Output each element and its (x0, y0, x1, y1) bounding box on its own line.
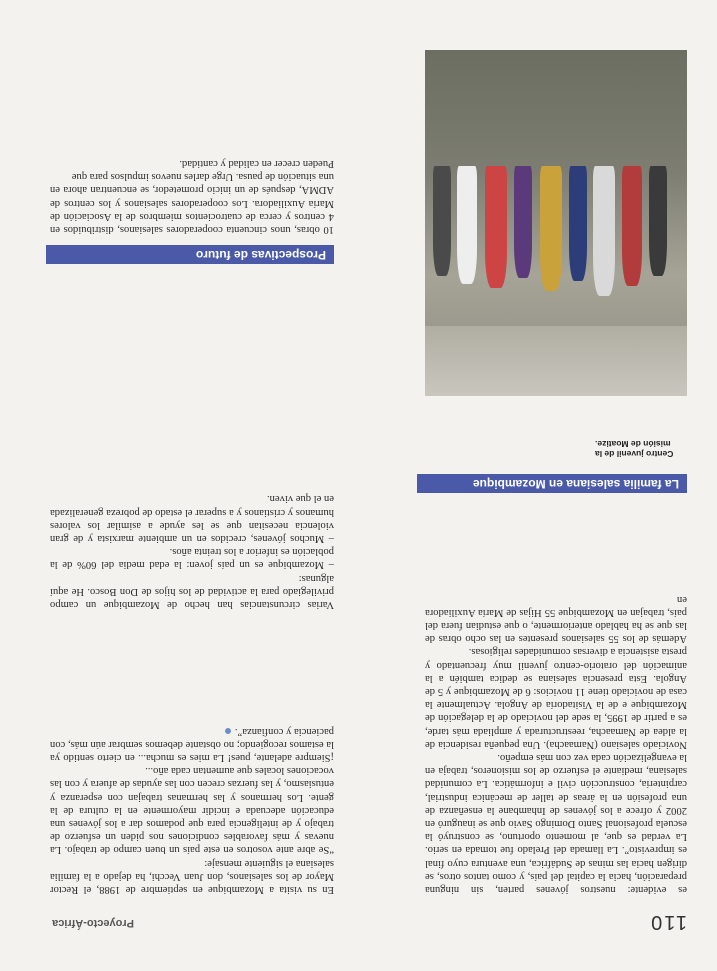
photo-figure (622, 166, 642, 286)
section-heading-familia: La familia salesiana en Mozambique (417, 474, 687, 493)
text-column-right (425, 592, 687, 896)
text-column-left (50, 724, 334, 896)
end-of-article-bullet-icon (225, 728, 231, 734)
photo-background-wall (425, 326, 687, 396)
photo-figure (433, 166, 451, 276)
paragraph: 10 obras, unos cincuenta cooperadores salesianos, distribuidos en 4 centros y cerca de cuatrocientos miembros de la Asociación de María Auxiliadora. Los cooperadores salesianos y los centros de ADMA, después de un inicio prometedor, se encuentran ahora en una situación de pausa. Urge darles nuevos impulsos para que (50, 171, 334, 235)
page-number: 110 (649, 911, 687, 933)
photo-figure (569, 166, 587, 281)
photo-figure (485, 166, 507, 288)
photo-figure (540, 166, 562, 291)
photo-figure (649, 166, 667, 276)
running-header-section: Proyecto-África (52, 917, 134, 929)
paragraph: – Mozambique es un país joven: la edad media del 60% de la población es inferior a los treinta años. (50, 546, 334, 571)
paragraph: – Muchos jóvenes, crecidos en un ambiente marxista y de gran violencia necesitan que se les ayude a asimilar los valores humanos y cristianos y a superar el estado de pobreza generalizada en el que viven. (50, 493, 334, 544)
text-column-left-bottom (50, 157, 334, 236)
photo-figure (514, 166, 532, 278)
paragraph: “Se abre ante vosotros en este país un buen campo de trabajo. La nuevas y más favorables condiciones nos piden un esfuerzo de trabajo y de inteligencia para que podamos dar a los jóvenes una educación adecuada e incidir mayormente en la cultura de la gente. Los hermanos y las hermanas trabajan con esperanza y entusiasmo, y las fuerzas crecen con las ayudas de afuera y con las vocaciones locales que aumentan cada año... (50, 765, 334, 856)
section-heading-futuro: Prospectivas de futuro (46, 245, 334, 264)
paragraph: Varias circunstancias han hecho de Mozambique un campo privilegiado para la actividad de los hijos de Don Bosco. He aquí algunas: (50, 572, 334, 610)
paragraph: Noviciado salesiano (Namaacha). Una pequeña residencia de la aldea de Namaacha, reestructurada y ampliada más tarde, es a partir de 1995, la sede del noviciado de la delegación de Mozambique e de la Visitadoría de Angola. Actualmente la casa de noviciado tiene 11 novicios: 6 de Mozambique y 5 de Angola. Esta presencia salesiana se dedica también a la animación del oratorio-centro juvenil muy frecuentado y presta asistencia a diversas comunidades religiosas. (425, 646, 687, 750)
photo-figure (593, 166, 615, 296)
text-column-left-lower (50, 492, 334, 611)
paragraph: En su visita a Mozambique en septiembre de 1988, el Rector Mayor de los salesianos, don Juan Vecchi, ha dejado a la familia salesiana el siguiente mensaje: (50, 857, 334, 895)
photo-caption: Centro juvenil de la misión de Moatize. (595, 439, 674, 459)
photo-youth-center (425, 50, 687, 396)
paragraph (50, 724, 334, 764)
paragraph: Además de los 55 salesianos presentes en las ocho obras de las que se ha hablado anteriormente, o que estudian fuera del país, trabajan en Mozambique 55 Hijas de María Auxiliadora en (425, 593, 687, 645)
paragraph: es evidente: nuestros jóvenes parten, sin ninguna preparación, hacia la capital del país, y como tantos otros, se dirigen hacia las minas de Sudáfrica, una aventura cuyo final es imprevisto”. La llamada del Prelado fue tomada en serio. La verdad es que, al momento oportuno, se construyó la escuela profesional Santo Domingo Savio que se inauguró en 2002 y ofrece a los jóvenes de Inhambane la enseñanza de una profesión en la áreas de taller de mecánica industrial, carpintería, construcción civil e informática. La comunidad salesiana, mediante el esfuerzo de los misioneros, trabaja en la evangelización cada vez con más empeño. (425, 751, 687, 895)
photo-figure (457, 166, 477, 284)
paragraph-text: ¡Siempre adelante, pues! La mies es mucha... en cierto sentido ya la estamos recogiendo; no obstante debemos sembrar aún más, con paciencia y confianza”. (50, 725, 334, 763)
paragraph: Pueden crecer en calidad y cantidad. (179, 157, 334, 169)
